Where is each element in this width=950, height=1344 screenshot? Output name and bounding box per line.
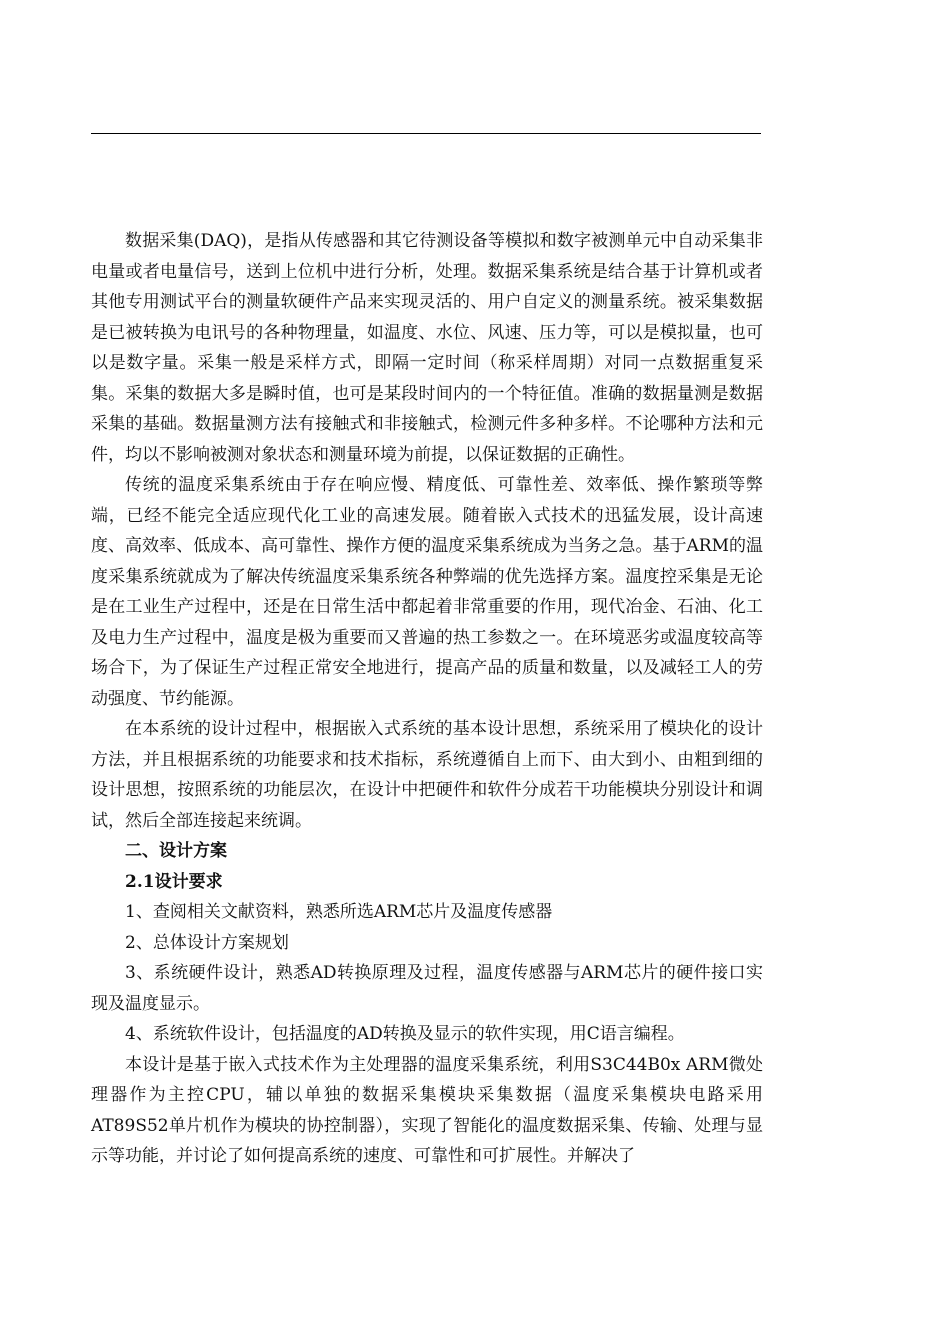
requirement-item-1: 1、查阅相关文献资料，熟悉所选ARM芯片及温度传感器: [125, 902, 553, 922]
paragraph-traditional-systems: 传统的温度采集系统由于存在响应慢、精度低、可靠性差、效率低、操作繁琐等弊端，已经不能完全适应现代化工业的高速发展。随着嵌入式技术的迅猛发展，设计高速度、高效率、低成本、高可靠性、操作方便的温度采集系统成为当务之急。基于ARM的温度采集系统就成为了解决传统温度采集系统各种弊端的优先选择方案。温度控采集是无论是在工业生产过程中，还是在日常生活中都起着非常重要的作用，现代冶金、石油、化工及电力生产过程中，温度是极为重要而又普遍的热工参数之一。在环境恶劣或温度较高等场合下，为了保证生产过程正常安全地进行，提高产品的质量和数量，以及减轻工人的劳动强度、节约能源。: [91, 475, 763, 709]
requirement-item-3: 3、系统硬件设计，熟悉AD转换原理及过程，温度传感器与ARM芯片的硬件接口实现及温度显示。: [91, 963, 763, 1014]
section-heading-design-plan: 二、设计方案: [125, 841, 227, 861]
subsection-heading-requirements: 2.1设计要求: [125, 871, 223, 892]
paragraph-design-approach: 在本系统的设计过程中，根据嵌入式系统的基本设计思想，系统采用了模块化的设计方法，并且根据系统的功能要求和技术指标，系统遵循自上而下、由大到小、由粗到细的设计思想，按照系统的功能层次，在设计中把硬件和软件分成若干功能模块分别设计和调试，然后全部连接起来统调。: [91, 719, 763, 831]
requirement-item-2: 2、总体设计方案规划: [125, 932, 289, 953]
header-rule: [91, 133, 761, 134]
body-text: [91, 226, 763, 1172]
paragraph-system-overview: 本设计是基于嵌入式技术作为主处理器的温度采集系统，利用S3C44B0x ARM微处理器作为主控CPU，辅以单独的数据采集模块采集数据（温度采集模块电路采用AT89S52单片机作为模块的协控制器），实现了智能化的温度数据采集、传输、处理与显示等功能，并讨论了如何提高系统的速度、可靠性和可扩展性。并解决了: [91, 1054, 763, 1166]
requirement-item-4: 4、系统软件设计，包括温度的AD转换及显示的软件实现，用C语言编程。: [125, 1024, 685, 1044]
paragraph-intro-daq: 数据采集(DAQ)，是指从传感器和其它待测设备等模拟和数字被测单元中自动采集非电量或者电量信号，送到上位机中进行分析，处理。数据采集系统是结合基于计算机或者其他专用测试平台的测量软硬件产品来实现灵活的、用户自定义的测量系统。被采集数据是已被转换为电讯号的各种物理量，如温度、水位、风速、压力等，可以是模拟量，也可以是数字量。采集一般是采样方式，即隔一定时间（称采样周期）对同一点数据重复采集。采集的数据大多是瞬时值，也可是某段时间内的一个特征值。准确的数据量测是数据采集的基础。数据量测方法有接触式和非接触式，检测元件多种多样。不论哪种方法和元件，均以不影响被测对象状态和测量环境为前提，以保证数据的正确性。: [91, 231, 763, 465]
